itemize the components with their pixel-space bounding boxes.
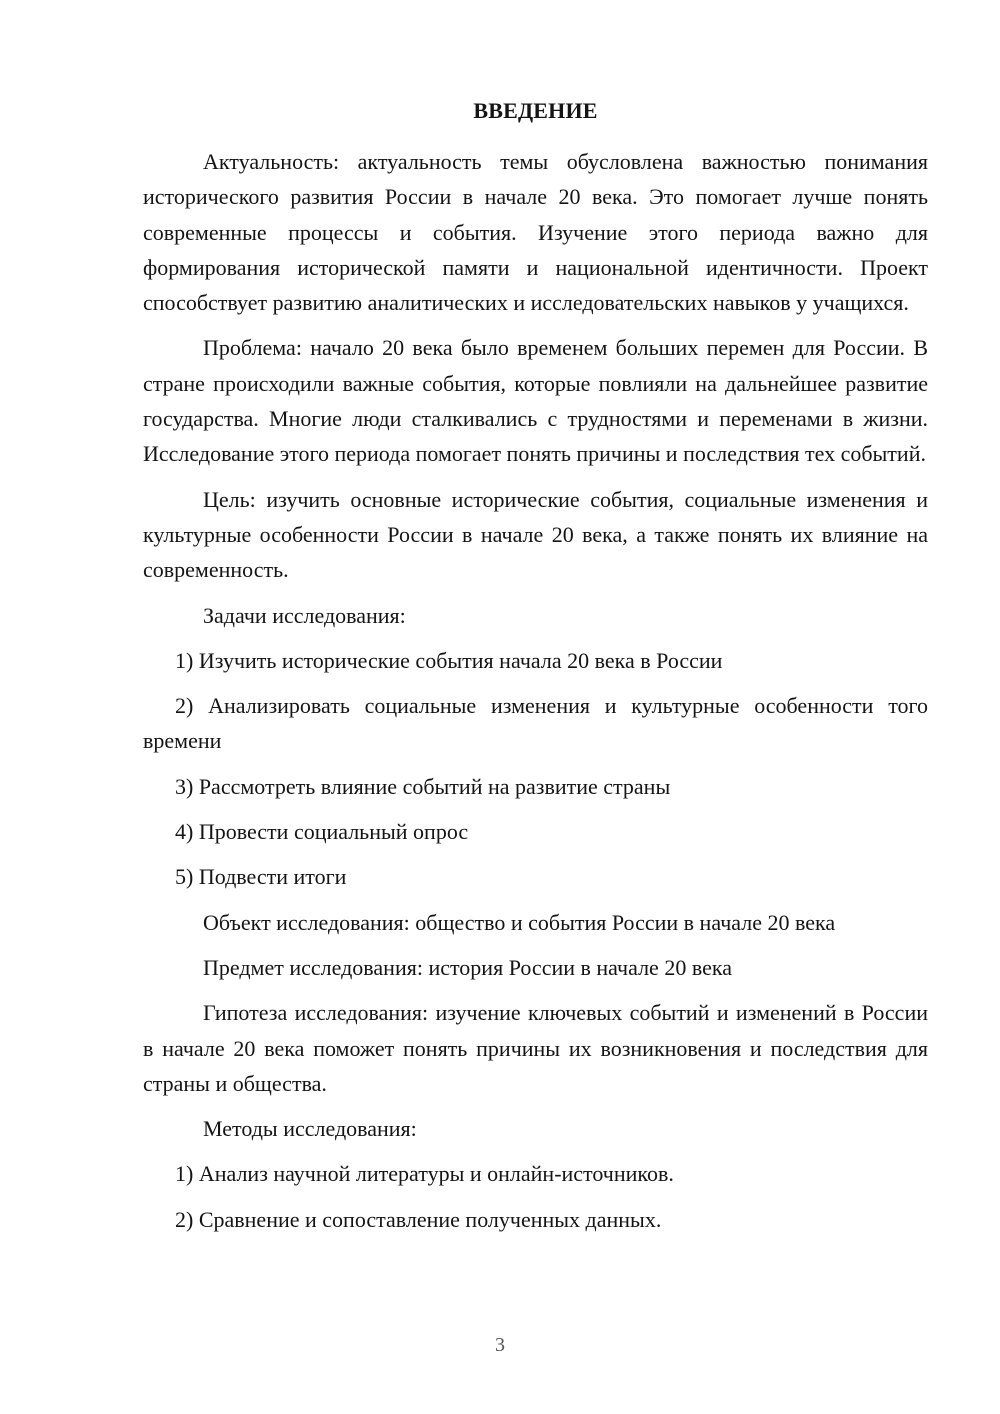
relevance-paragraph: Актуальность: актуальность темы обусловлена важностью понимания исторического развития России в начале 20 века. Это помогает лучше понять современные процессы и события. Изучение этого периода важно для формирования исторической памяти и национальной идентичности. Проект способствует развитию аналитических и исследовательских навыков у учащихся. (143, 149, 928, 316)
tasks-heading: Задачи исследования: (203, 602, 406, 628)
document-page (143, 96, 928, 1376)
goal-paragraph: Цель: изучить основные исторические события, социальные изменения и культурные особенности России в начале 20 века, а также понять их влияние на современность. (143, 486, 928, 583)
object-line: Объект исследования: общество и события России в начале 20 века (203, 909, 836, 935)
method-item-2: 2) Сравнение и сопоставление полученных данных. (175, 1206, 662, 1232)
task-item-4: 4) Провести социальный опрос (175, 819, 469, 845)
problem-paragraph: Проблема: начало 20 века было временем больших перемен для России. В стране происходили важные события, которые повлияли на дальнейшее развитие государства. Многие люди сталкивались с трудностями и переменами в жизни. Исследование этого периода помогает понять причины и последствия тех событий. (143, 335, 928, 467)
subject-line: Предмет исследования: история России в начале 20 века (203, 954, 732, 980)
hypothesis-paragraph: Гипотеза исследования: изучение ключевых событий и изменений в России в начале 20 века поможет понять причины их возникновения и последствия для страны и общества. (143, 1000, 928, 1096)
task-item-1: 1) Изучить исторические события начала 20 века в России (175, 647, 723, 673)
task-item-2: 2) Анализировать социальные изменения и культурные особенности того времени (143, 693, 928, 754)
method-item-1: 1) Анализ научной литературы и онлайн-источников. (175, 1161, 674, 1187)
page-title: ВВЕДЕНИЕ (473, 98, 598, 123)
task-item-5: 5) Подвести итоги (175, 864, 347, 890)
task-item-3: 3) Рассмотреть влияние событий на развитие страны (175, 773, 671, 799)
methods-heading: Методы исследования: (203, 1116, 417, 1142)
page-number: 3 (495, 1334, 505, 1356)
